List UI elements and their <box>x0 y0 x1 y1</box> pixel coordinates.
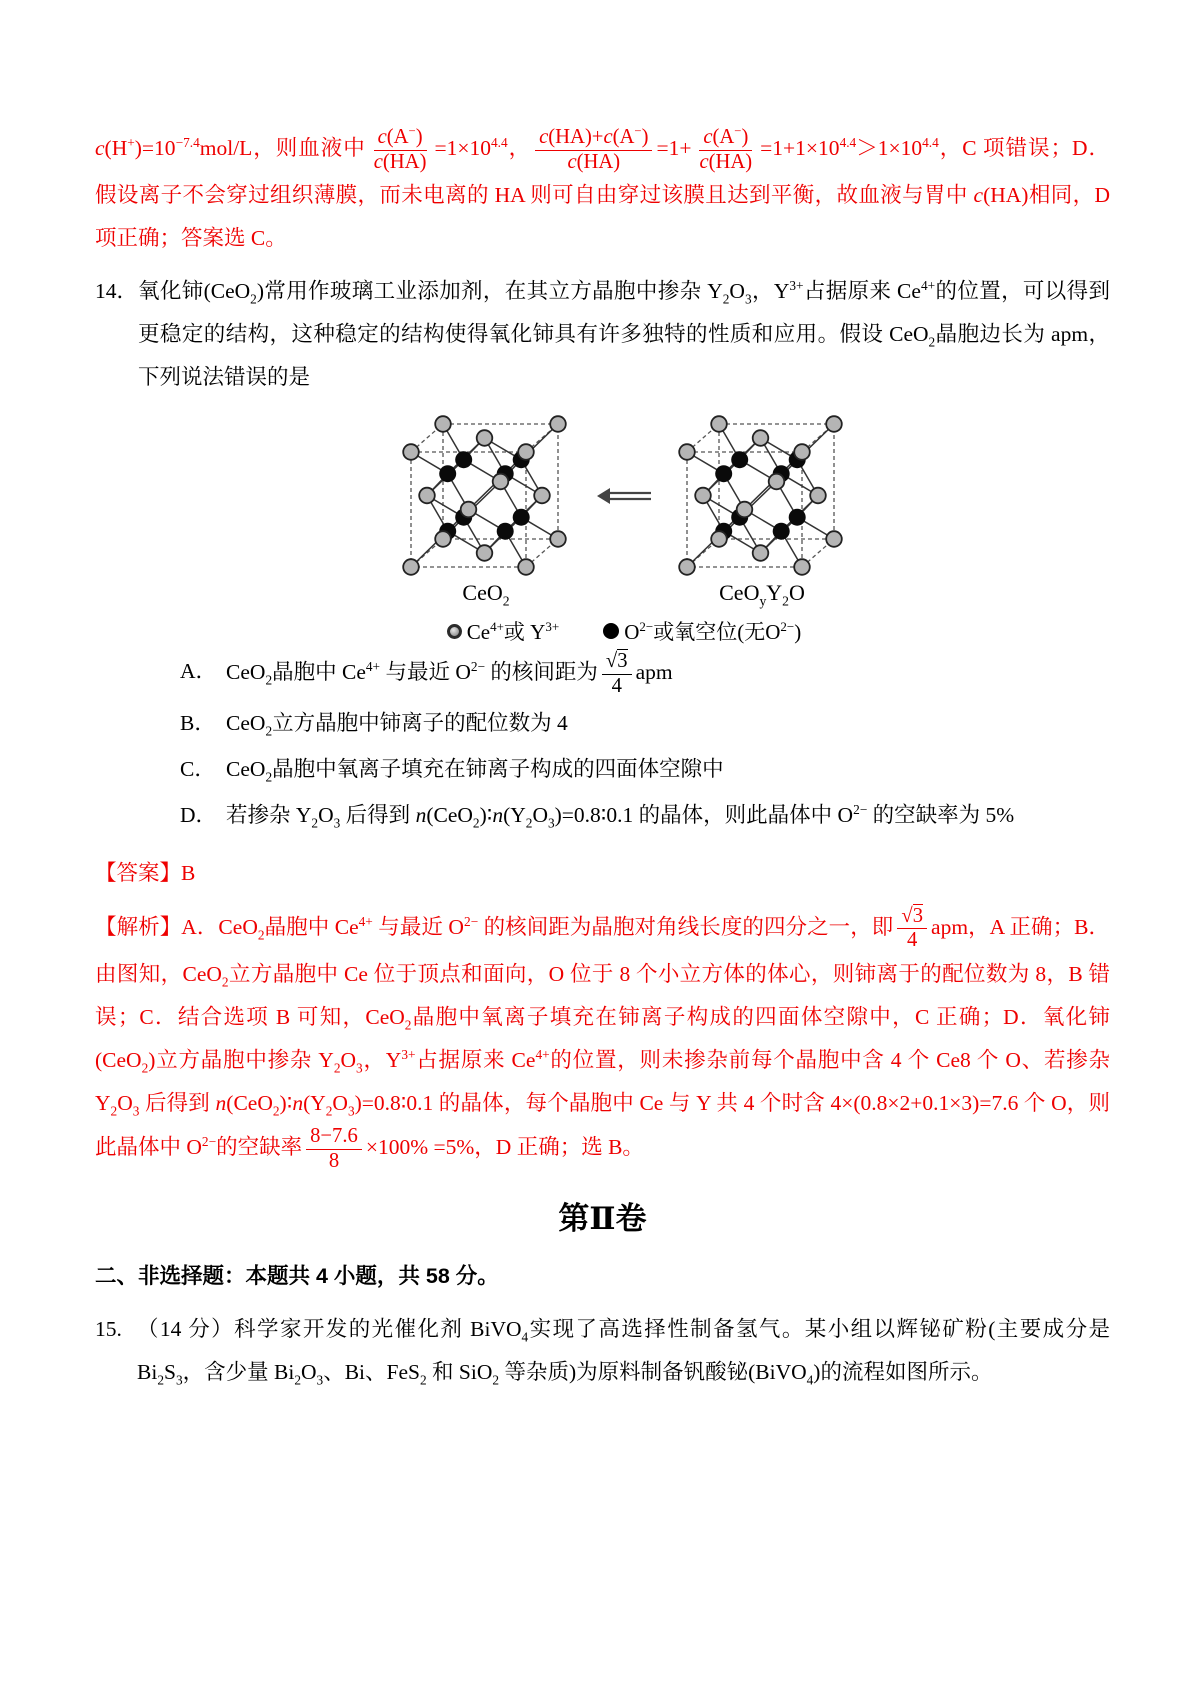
unit-cells-row <box>391 407 857 608</box>
option-d-label: D． <box>180 802 218 827</box>
option-a-label: A． <box>180 659 218 684</box>
crystal-structure-figure <box>138 407 1110 646</box>
question-14-stem: 氧化铈(CeO$_2$)常用作玻璃工业添加剂，在其立方晶胞中掺杂 $Y_2O_3$，$Y^{3+}$占据原来 $Ce^{4+}$的位置，可以得到更稳定的结构，这种稳定的结构使得氧化铈具有许多独特的性质和应用。假设 CeO$_2$晶胞边长为 apm，下列说法错误的是 <box>138 278 1110 390</box>
oxygen-sphere-icon <box>603 623 619 639</box>
legend-cerium <box>447 616 559 646</box>
option-a <box>180 650 1110 698</box>
ceoy-y2o-unit-cell-diagram <box>667 407 857 579</box>
question-15-stem: （14 分）科学家开发的光催化剂 BiVO$_4$实现了高选择性制备氢气。某小组以辉铋矿粉(主要成分是 $Bi_2S_3$，含少量 $Bi_2O_3$、Bi、FeS$_2$ 和 SiO$_2$ 等杂质)为原料制备钒酸铋(BiVO$_4$)的流程如图所示。 <box>137 1316 1110 1388</box>
legend-oxygen <box>603 616 801 646</box>
question-15-number: 15. <box>95 1316 122 1341</box>
option-c-label: C． <box>180 756 216 781</box>
legend-cerium-label: $Ce^{4+}$或 $Y^{3+}$ <box>466 619 560 645</box>
question-14-options <box>138 650 1110 836</box>
option-c-text: CeO$_2$晶胞中氧离子填充在铈离子构成的四面体空隙中 <box>226 756 724 784</box>
option-b-label: B． <box>180 710 216 735</box>
right-cell-column <box>667 407 857 608</box>
question-14 <box>95 270 1110 839</box>
section-2-title: 第Ⅱ卷 <box>558 1201 647 1237</box>
option-d-text: 若掺杂 $Y_2O_3$ 后得到 $n(CeO_2)∶n(Y_2O_3)=0.8∶0.1$ 的晶体，则此晶体中 $O^{2-}$ 的空缺率为 5% <box>226 801 1015 830</box>
equilibrium-arrow-icon <box>595 487 653 505</box>
analysis-14: 【解析】A．CeO$_2$晶胞中 $Ce^{4+}$ 与最近 $O^{2-}$ 的核间距为晶胞对角线长度的四分之一，即 $\frac{√3}{4}$ apm，A 正确；B．由图知，CeO$_2$立方晶胞中 Ce 位于顶点和面向，O 位于 8 个小立方体的体心，则铈离于的配位数为 8，B 错误；C．结合选项 B 可知，CeO$_2$晶胞中氧离子填充在铈离子构成的四面体空隙中，C 正确；D．氧化铈(CeO$_2$)立方晶胞中掺杂 $Y_2O_3$，$Y^{3+}$占据原来 $Ce^{4+}$的位置，则未掺杂前每个晶胞中含 4 个 Ce8 个 O、若掺杂 $Y_2O_3$ 后得到 $n(CeO_2)∶n(Y_2O_3)=0.8∶0.1$ 的晶体，每个晶胞中 Ce 与 Y 共 4 个时含 4×(0.8×2+0.1×3)=7.6 个 O，则此晶体中 $O^{2-}$的空缺率 $\frac{8-7.6}{8}$ ×100% =5%，D 正确；选 B。 <box>95 904 1111 1172</box>
answer-14: 【答案】B <box>95 860 196 885</box>
solution-13-text: $c(H^+)=10^{-7.4}mol/L$，则血液中 $\frac{c(A^-)}{c(HA)}$ $=1\times 10^{4.4}$， $\frac{c(HA)+c(A^-)}{c(HA)}$ =1+ $\frac{c(A^-)}{c(HA)}$ $=1+1\times 10^{4.4}>1\times 10^{4.4}$，C 项错误；D．假设离子不会穿过组织薄膜，而未电离的 HA 则可自由穿过该膜且达到平衡，故血液与胃中 c(HA)相同，D 项正确；答案选 C。 <box>95 124 1110 251</box>
question-14-body <box>138 270 1110 839</box>
legend-oxygen-label: $O^{2-}$或氧空位(无$O^{2-}$) <box>624 619 802 645</box>
left-cell-column <box>391 407 581 608</box>
option-d <box>180 794 1110 837</box>
option-a-text: CeO$_2$晶胞中 $Ce^{4+}$ 与最近 $O^{2-}$ 的核间距为 $\frac{√3}{4}$ apm <box>226 650 673 697</box>
option-b-text: CeO$_2$立方晶胞中铈离子的配位数为 4 <box>226 710 568 738</box>
option-b <box>180 702 1110 745</box>
cerium-sphere-icon <box>447 624 462 639</box>
left-cell-label: CeO$_2$ <box>462 580 510 609</box>
question-15-body <box>137 1308 1110 1394</box>
figure-legend <box>447 616 802 646</box>
ceo2-unit-cell-diagram <box>391 407 581 579</box>
option-c <box>180 748 1110 791</box>
section-2-heading: 二、非选择题：本题共 4 小题，共 58 分。 <box>95 1263 499 1288</box>
question-14-number: 14． <box>95 279 139 304</box>
right-cell-label: $CeO_yY_2O$ <box>719 580 805 609</box>
question-15 <box>95 1308 1110 1394</box>
